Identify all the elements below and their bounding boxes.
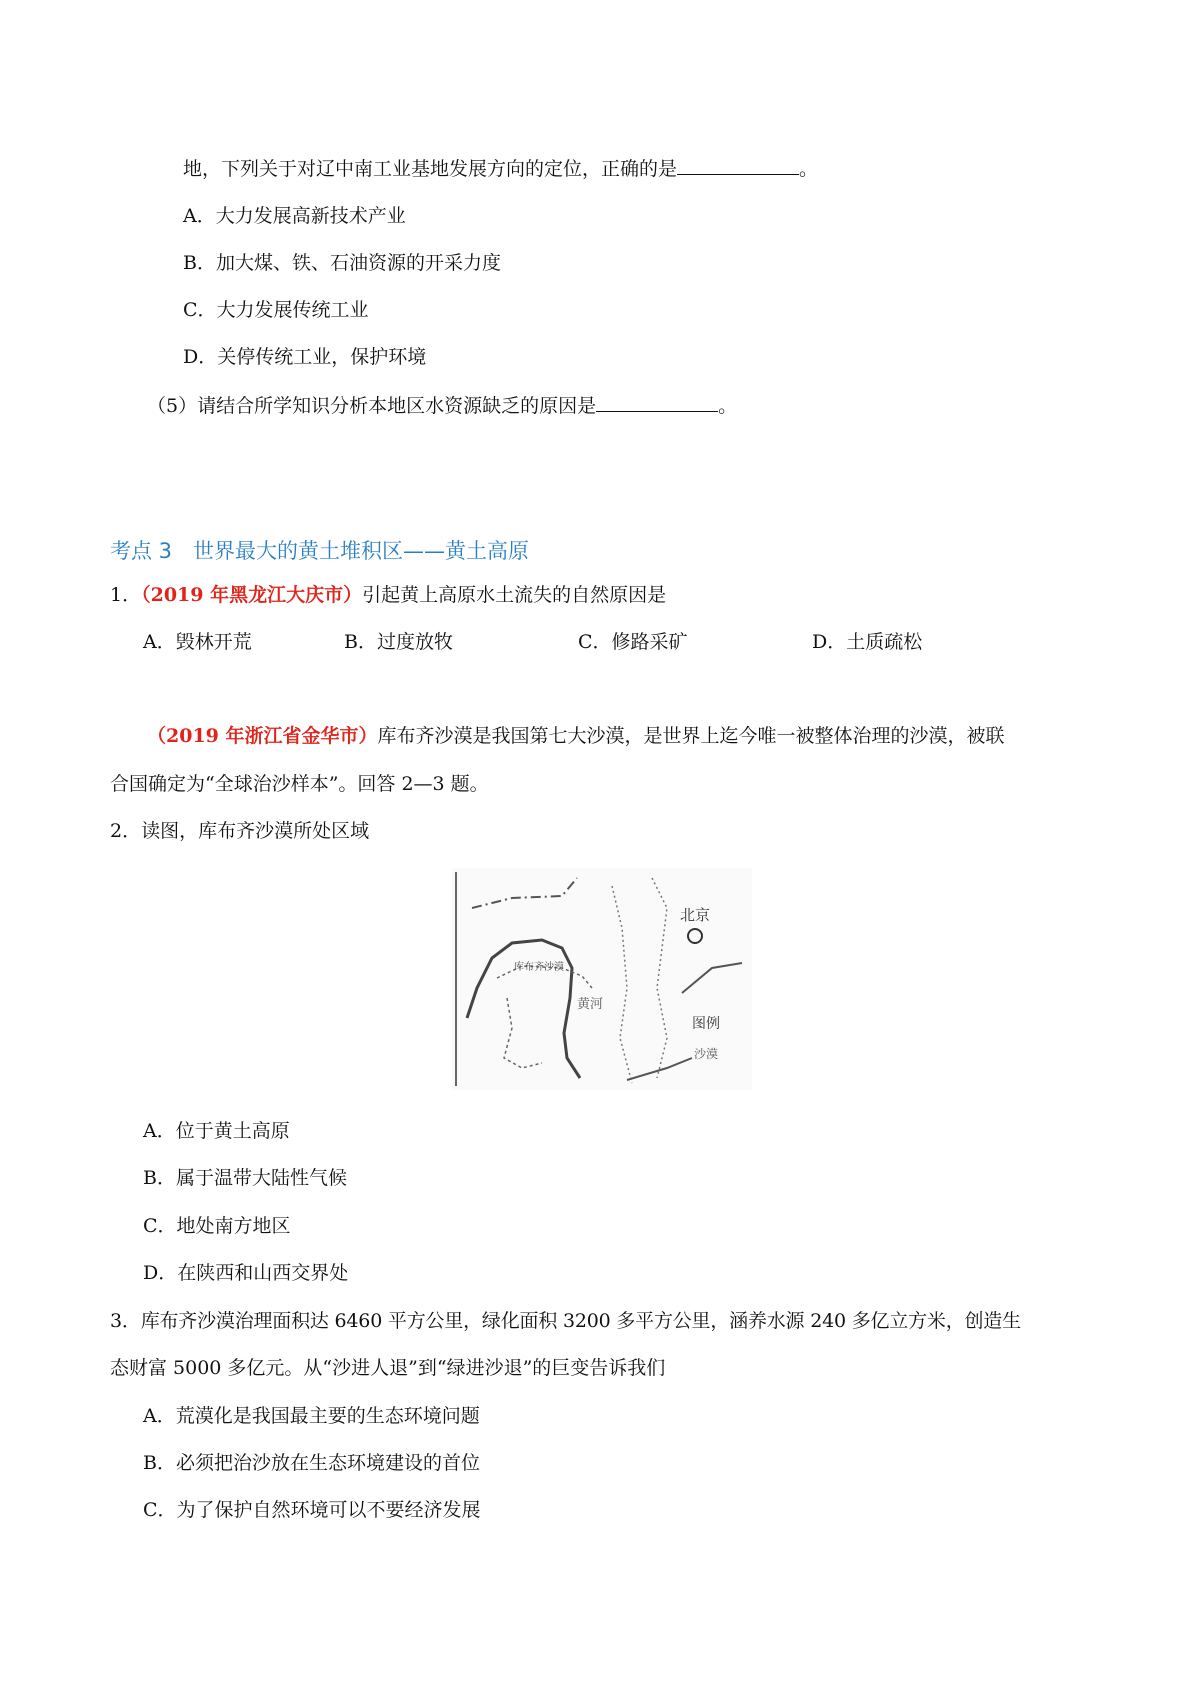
question-2: 2．读图，库布齐沙漠所处区域 [110,820,370,842]
option-a[interactable]: A．位于黄土高原 [143,1120,290,1142]
option-b[interactable]: B．属于温带大陆性气候 [143,1167,347,1189]
option-a[interactable]: A．荒漠化是我国最主要的生态环境问题 [143,1405,480,1427]
beijing-label: 北京 [680,906,711,924]
answer-blank[interactable] [677,156,799,175]
question-5: （5）请结合所学知识分析本地区水资源缺乏的原因是 。 [147,395,738,417]
option-a[interactable]: A．大力发展高新技术产业 [183,205,406,227]
answer-blank[interactable] [596,393,718,412]
option-d[interactable]: D．土质疏松 [812,631,923,653]
shared-stem-line-1: （2019 年浙江省金华市）库布齐沙漠是我国第七大沙漠，是世界上迄今唯一被整体治理的沙漠，被联 [147,725,1005,747]
legend-item: 沙漠 [694,1047,719,1061]
option-c[interactable]: C．修路采矿 [578,631,688,653]
option-a[interactable]: A．毁林开荒 [143,631,252,653]
option-c[interactable]: C．大力发展传统工业 [183,299,369,321]
section-title: 考点 3 世界最大的黄土堆积区——黄土高原 [110,539,530,563]
option-d[interactable]: D．关停传统工业，保护环境 [183,346,427,368]
question-4-stem: 地，下列关于对辽中南工业基地发展方向的定位，正确的是 。 [183,158,819,180]
option-b[interactable]: B．过度放牧 [344,631,453,653]
shared-stem-line-2: 合国确定为“全球治沙样本”。回答 2—3 题。 [110,773,489,795]
desert-label: 库布齐沙漠 [514,962,564,973]
question-3-line-1: 3．库布齐沙漠治理面积达 6460 平方公里，绿化面积 3200 多平方公里，涵养水源 240 多亿立方米，创造生 [110,1310,1021,1332]
option-c[interactable]: C．为了保护自然环境可以不要经济发展 [143,1499,481,1521]
question-source: （2019 年浙江省金华市） [147,725,378,747]
question-source: （2019 年黑龙江大庆市） [141,584,363,606]
question-3-line-2: 态财富 5000 多亿元。从“沙进人退”到“绿进沙退”的巨变告诉我们 [110,1357,666,1379]
question-1: 1．（2019 年黑龙江大庆市）引起黄上高原水土流失的自然原因是 [110,584,667,606]
option-d[interactable]: D．在陕西和山西交界处 [143,1262,349,1284]
option-b[interactable]: B．加大煤、铁、石油资源的开采力度 [183,252,501,274]
option-b[interactable]: B．必须把治沙放在生态环境建设的首位 [143,1452,480,1474]
option-c[interactable]: C．地处南方地区 [143,1215,291,1237]
river-label: 黄河 [577,997,604,1012]
legend-title: 图例 [692,1016,720,1032]
desert-location-map [452,868,752,1090]
